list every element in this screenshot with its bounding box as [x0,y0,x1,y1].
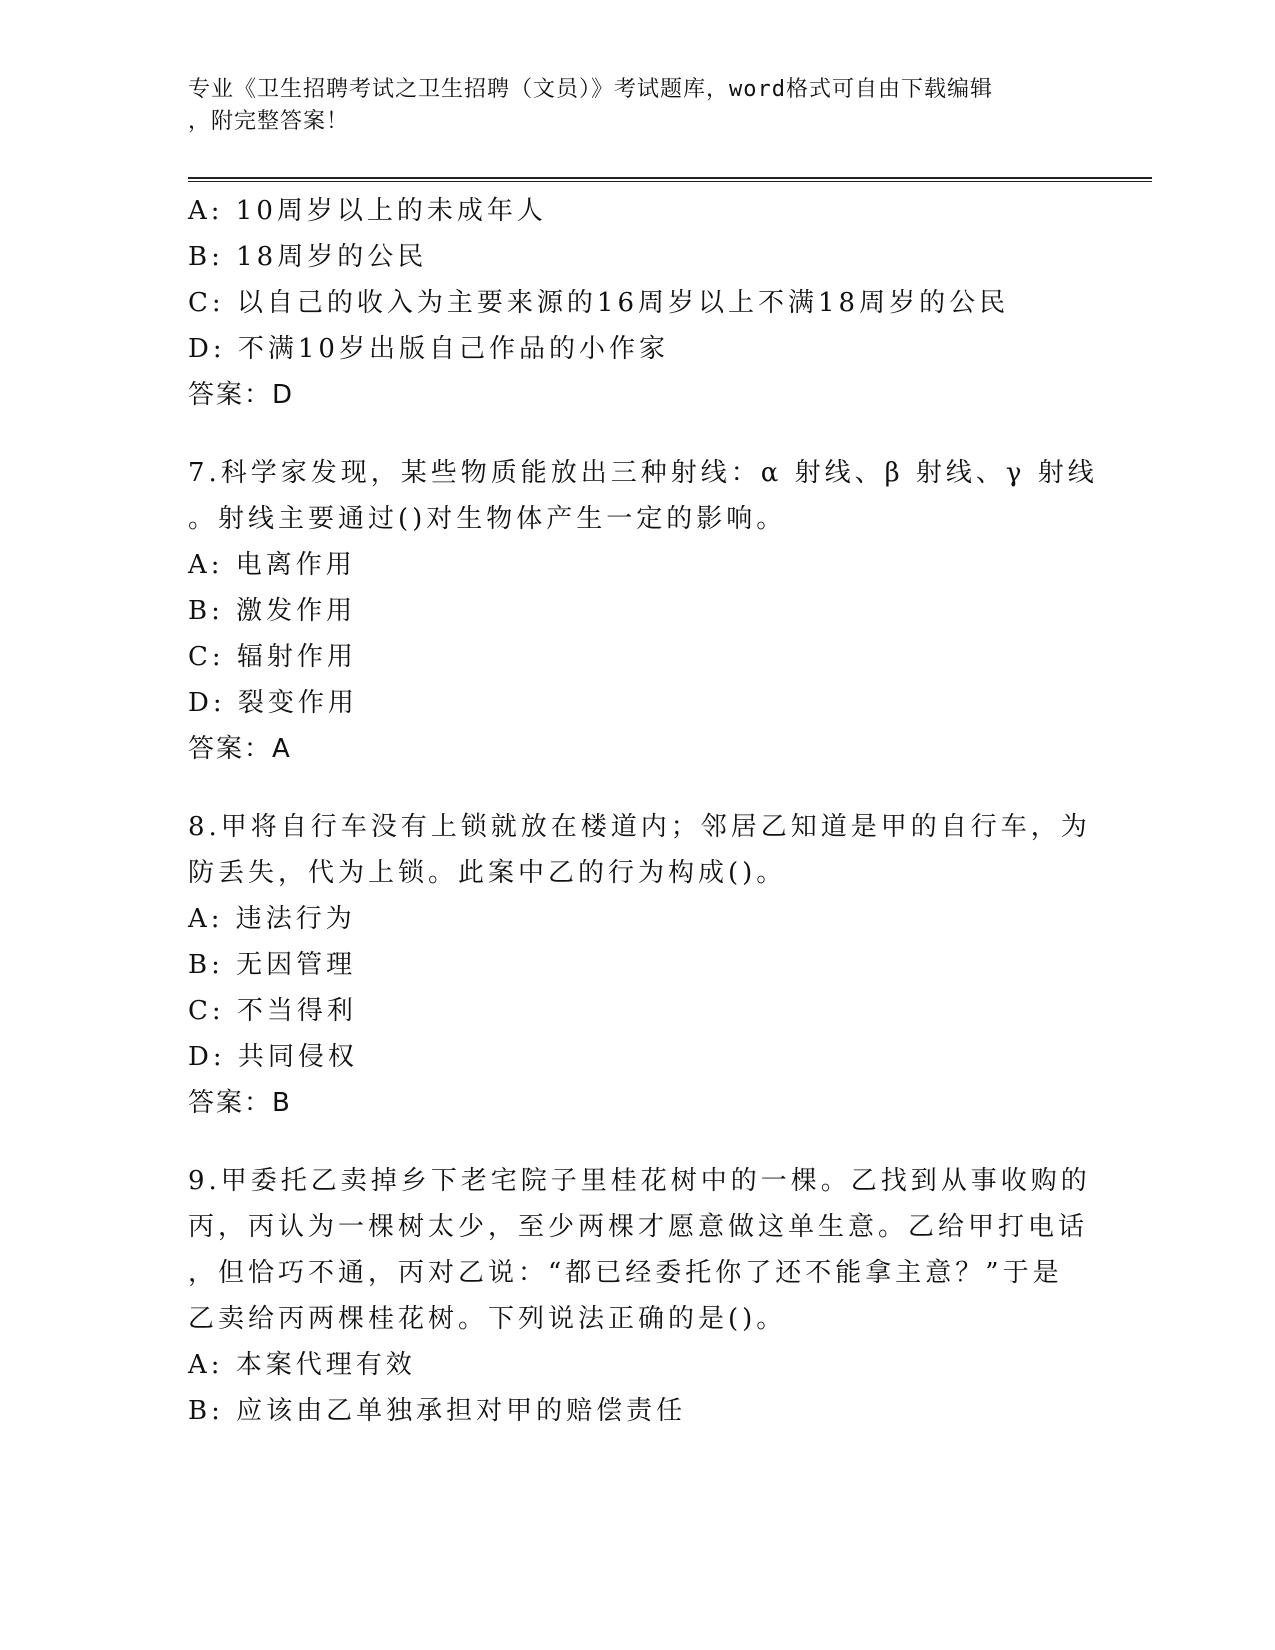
option-a: A: 违法行为 [188,904,356,934]
question-7 [188,450,1098,772]
option-b: B: 应该由乙单独承担对甲的赔偿责任 [188,1396,687,1426]
header-line-2: ，附完整答案！ [188,109,350,134]
option-a: A: 本案代理有效 [188,1350,416,1380]
question-stem-line: 丙，丙认为一棵树太少，至少两棵才愿意做这单生意。乙给甲打电话 [188,1212,1089,1242]
option-a: A: 10周岁以上的未成年人 [188,196,547,226]
option-b: B: 无因管理 [188,950,357,980]
question-stem-line: ，但恰巧不通，丙对乙说：“都已经委托你了还不能拿主意？”于是 [188,1258,1063,1288]
option-a: A: 电离作用 [188,550,356,580]
question-8 [188,804,1091,1126]
question-stem-line: 。射线主要通过()对生物体产生一定的影响。 [188,504,787,534]
question-stem-line: 乙卖给丙两棵桂花树。下列说法正确的是()。 [188,1304,787,1334]
question-6 [188,188,1088,418]
header-line-1: 专业《卫生招聘考试之卫生招聘（文员）》考试题库，word格式可自由下载编辑 [188,77,993,102]
question-stem-line: 防丢失，代为上锁。此案中乙的行为构成()。 [188,858,787,888]
header-divider [188,177,1152,182]
question-stem-line: 8.甲将自行车没有上锁就放在楼道内；邻居乙知道是甲的自行车，为 [188,812,1091,842]
answer: 答案：D [188,380,295,410]
option-d: D: 共同侵权 [188,1042,358,1072]
question-9 [188,1158,1091,1434]
answer: 答案：B [188,1088,292,1118]
option-c: C: 不当得利 [188,996,357,1026]
question-stem-line: 9.甲委托乙卖掉乡下老宅院子里桂花树中的一棵。乙找到从事收购的 [188,1166,1091,1196]
question-content [188,188,1098,1434]
option-c: C: 以自己的收入为主要来源的16周岁以上不满18周岁的公民 [188,288,1010,318]
document-header [188,74,1068,138]
question-stem-line: 7.科学家发现，某些物质能放出三种射线：α 射线、β 射线、γ 射线 [188,458,1098,488]
answer: 答案：A [188,734,292,764]
option-b: B: 18周岁的公民 [188,242,428,272]
option-c: C: 辐射作用 [188,642,357,672]
option-d: D: 裂变作用 [188,688,358,718]
option-d: D: 不满10岁出版自己作品的小作家 [188,334,669,364]
option-b: B: 激发作用 [188,596,357,626]
